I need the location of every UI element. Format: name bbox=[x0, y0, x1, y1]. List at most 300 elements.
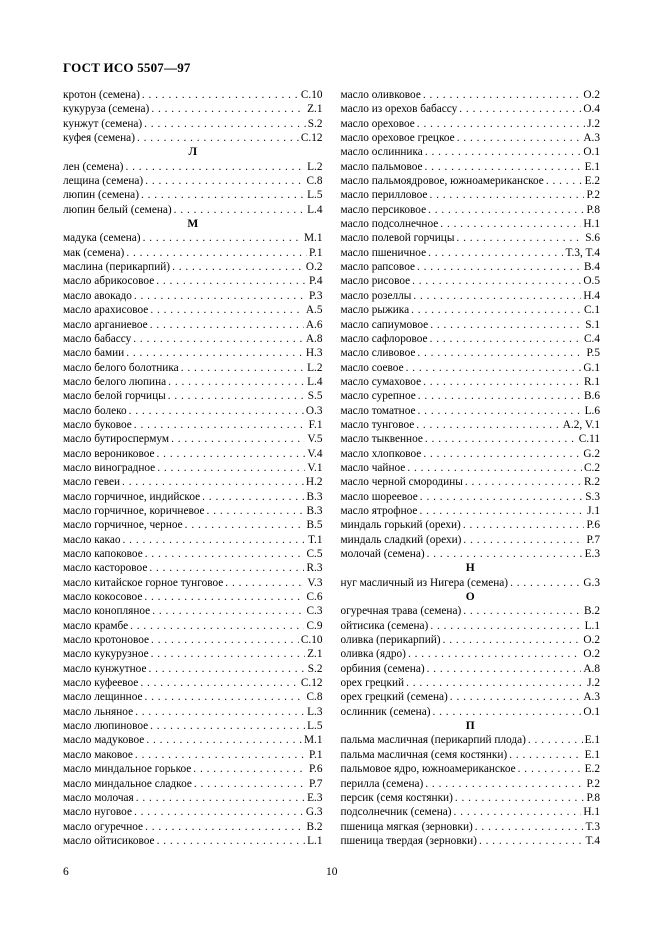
entry-term: масло конопляное bbox=[63, 605, 151, 618]
dot-leader bbox=[129, 404, 304, 418]
index-entry bbox=[341, 447, 601, 461]
entry-term: масло из орехов бабассу bbox=[340, 103, 458, 116]
index-entry bbox=[63, 633, 323, 647]
index-entry bbox=[63, 662, 323, 676]
index-entry bbox=[341, 432, 601, 446]
index-entry bbox=[341, 188, 601, 202]
index-entry bbox=[341, 676, 601, 690]
entry-code: P.4 bbox=[308, 275, 323, 288]
index-entry bbox=[341, 174, 601, 188]
dot-leader bbox=[425, 432, 577, 446]
index-entry bbox=[63, 231, 323, 245]
dot-leader bbox=[509, 748, 582, 762]
dot-leader bbox=[406, 676, 585, 690]
dot-leader bbox=[412, 274, 581, 288]
dot-leader bbox=[454, 805, 582, 819]
section-letter: М bbox=[187, 218, 199, 231]
index-entry bbox=[341, 160, 601, 174]
entry-term: масло мадуковое bbox=[63, 734, 145, 747]
entry-term: масло сумаховое bbox=[340, 375, 422, 388]
index-entry bbox=[63, 576, 323, 590]
entry-code: H.1 bbox=[583, 218, 600, 231]
dot-leader bbox=[419, 504, 585, 518]
index-entry bbox=[341, 332, 601, 346]
entry-code: B.4 bbox=[583, 261, 600, 274]
index-entry bbox=[341, 820, 601, 834]
entry-code: P.8 bbox=[586, 791, 600, 804]
entry-code: P.2 bbox=[586, 777, 600, 790]
entry-term: масло арахисовое bbox=[63, 304, 149, 317]
entry-code: C.6 bbox=[306, 591, 323, 604]
dot-leader bbox=[148, 662, 305, 676]
dot-leader bbox=[142, 88, 299, 102]
index-entry bbox=[63, 820, 323, 834]
index-entry bbox=[63, 518, 323, 532]
entry-term: масло горчичное, индийское bbox=[63, 490, 201, 503]
entry-term: масло розеллы bbox=[340, 289, 412, 302]
entry-code: M.1 bbox=[303, 232, 323, 245]
entry-code: O.2 bbox=[583, 634, 600, 647]
dot-leader bbox=[157, 447, 306, 461]
entry-term: масло лещинное bbox=[63, 691, 143, 704]
entry-term: миндаль сладкий (орехи) bbox=[340, 533, 462, 546]
entry-term: масло огуречное bbox=[63, 820, 144, 833]
index-entry bbox=[341, 217, 601, 231]
entry-code: B.2 bbox=[306, 820, 323, 833]
index-entry bbox=[63, 475, 323, 489]
entry-term: ойтисика (семена) bbox=[340, 619, 429, 632]
dot-leader bbox=[450, 690, 582, 704]
entry-term: масло касторовое bbox=[63, 562, 148, 575]
entry-term: масло миндальное сладкое bbox=[63, 777, 192, 790]
entry-term: масло белой горчицы bbox=[63, 390, 166, 403]
entry-term: масло арганиевое bbox=[63, 318, 148, 331]
entry-code: L.4 bbox=[307, 375, 323, 388]
entry-term: пальма масличная (перикарпий плода) bbox=[340, 734, 526, 747]
dot-leader bbox=[172, 260, 304, 274]
dot-leader bbox=[145, 547, 305, 561]
dot-leader bbox=[134, 805, 304, 819]
entry-code: L.1 bbox=[584, 619, 600, 632]
dot-leader bbox=[126, 346, 304, 360]
section-letter: О bbox=[465, 591, 475, 604]
entry-code: A.5 bbox=[305, 304, 323, 317]
entry-term: куфея (семена) bbox=[63, 132, 135, 145]
entry-code: S.2 bbox=[307, 662, 323, 675]
entry-code: A.8 bbox=[305, 332, 323, 345]
dot-leader bbox=[144, 590, 304, 604]
entry-code: C.1 bbox=[583, 304, 600, 317]
index-entry bbox=[341, 231, 601, 245]
index-entry bbox=[63, 88, 323, 102]
index-entry bbox=[341, 504, 601, 518]
index-entry bbox=[341, 289, 601, 303]
entry-term: масло ореховое bbox=[340, 117, 415, 130]
dot-leader bbox=[427, 662, 582, 676]
index-entry bbox=[63, 561, 323, 575]
dot-leader bbox=[479, 834, 584, 848]
entry-term: маслина (перикарпий) bbox=[63, 261, 171, 274]
entry-term: масло виноградное bbox=[63, 461, 156, 474]
dot-leader bbox=[133, 332, 304, 346]
entry-term: масло гевеи bbox=[63, 476, 121, 489]
entry-code: O.4 bbox=[583, 103, 600, 116]
entry-code: A.8 bbox=[583, 662, 600, 675]
entry-code: L.2 bbox=[307, 361, 323, 374]
entry-term: масло нуговое bbox=[63, 806, 132, 819]
entry-code: B.5 bbox=[306, 519, 323, 532]
entry-term: масло подсолнечное bbox=[340, 218, 439, 231]
entry-term: масло персиковое bbox=[340, 203, 427, 216]
index-entry bbox=[341, 102, 601, 116]
entry-term: орех грецкий bbox=[340, 677, 405, 690]
entry-code: O.2 bbox=[583, 89, 600, 101]
dot-leader bbox=[463, 533, 584, 547]
dot-leader bbox=[140, 676, 299, 690]
entry-code: B.3 bbox=[306, 504, 323, 517]
entry-term: пшеница мягкая (зерновки) bbox=[340, 820, 473, 833]
index-entry bbox=[63, 432, 323, 446]
index-entry bbox=[63, 533, 323, 547]
dot-leader bbox=[151, 633, 299, 647]
dot-leader bbox=[135, 705, 305, 719]
entry-term: масло черной смородины bbox=[340, 476, 463, 489]
index-entry bbox=[341, 547, 601, 561]
index-entry bbox=[341, 791, 601, 805]
entry-term: пальмовое ядро, южноамериканское bbox=[340, 763, 516, 776]
entry-code: A.3 bbox=[583, 691, 600, 704]
dot-leader bbox=[168, 375, 305, 389]
entry-term: орбиния (семена) bbox=[340, 662, 425, 675]
index-entry bbox=[63, 404, 323, 418]
index-entry bbox=[63, 389, 323, 403]
entry-code: O.3 bbox=[305, 404, 323, 417]
entry-term: масло верониковое bbox=[63, 447, 155, 460]
dot-leader bbox=[423, 375, 582, 389]
entry-code: T.4 bbox=[585, 834, 600, 847]
dot-leader bbox=[150, 318, 304, 332]
entry-code: G.1 bbox=[583, 361, 600, 374]
index-entry bbox=[341, 533, 601, 547]
entry-code: S.6 bbox=[585, 232, 600, 245]
entry-term: масло оливковое bbox=[340, 89, 421, 101]
index-entry bbox=[341, 633, 601, 647]
index-entry bbox=[63, 676, 323, 690]
entry-code: C.5 bbox=[306, 548, 323, 560]
entry-term: масло тунговое bbox=[340, 418, 415, 431]
entry-term: кукуруза (семена) bbox=[63, 103, 150, 116]
index-entry bbox=[63, 418, 323, 432]
dot-leader bbox=[463, 518, 585, 532]
dot-leader bbox=[181, 361, 305, 375]
index-entry bbox=[63, 375, 323, 389]
entry-term: масло сливовое bbox=[340, 347, 416, 360]
dot-leader bbox=[137, 131, 299, 145]
dot-leader bbox=[151, 647, 306, 661]
entry-code: G.3 bbox=[305, 806, 323, 819]
index-entry bbox=[341, 260, 601, 274]
dot-leader bbox=[459, 102, 581, 116]
dot-leader bbox=[546, 174, 583, 188]
entry-code: C.2 bbox=[583, 461, 600, 474]
dot-leader bbox=[413, 289, 581, 303]
entry-term: масло куфеевое bbox=[63, 677, 139, 690]
index-entry bbox=[63, 461, 323, 475]
entry-term: пальма масличная (семя костянки) bbox=[340, 748, 508, 761]
index-entry bbox=[63, 131, 323, 145]
index-entry bbox=[63, 690, 323, 704]
entry-code: V.5 bbox=[307, 433, 323, 446]
index-entry bbox=[63, 260, 323, 274]
dot-leader bbox=[463, 604, 582, 618]
dot-leader bbox=[144, 117, 306, 131]
index-entry bbox=[341, 131, 601, 145]
index-entry bbox=[63, 274, 323, 288]
index-entry bbox=[341, 361, 601, 375]
entry-code: E.1 bbox=[584, 160, 600, 173]
index-entry bbox=[63, 547, 323, 561]
entry-code: A.2, V.1 bbox=[562, 418, 600, 431]
dot-leader bbox=[152, 604, 304, 618]
entry-code: C.9 bbox=[306, 619, 323, 632]
entry-term: масло сурепное bbox=[340, 390, 416, 403]
index-entry bbox=[63, 647, 323, 661]
entry-code: E.1 bbox=[584, 734, 600, 747]
dot-leader bbox=[456, 231, 583, 245]
dot-leader bbox=[146, 733, 302, 747]
index-entry bbox=[63, 246, 323, 260]
page-footer bbox=[0, 866, 661, 882]
entry-term: масло ослинника bbox=[340, 146, 423, 159]
dot-leader bbox=[430, 318, 583, 332]
entry-term: масло бабассу bbox=[63, 332, 132, 345]
entry-code: O.1 bbox=[583, 146, 600, 159]
entry-code: H.4 bbox=[583, 289, 600, 302]
index-entry bbox=[341, 662, 601, 676]
entry-term: лещина (семена) bbox=[63, 175, 144, 188]
entry-code: R.3 bbox=[306, 562, 323, 575]
entry-code: A.3 bbox=[583, 132, 600, 145]
entry-code: L.1 bbox=[307, 834, 323, 847]
entry-term: масло пальмоядровое, южноамериканское bbox=[340, 175, 544, 188]
entry-term: нуг масличный из Нигера (семена) bbox=[340, 576, 509, 589]
dot-leader bbox=[141, 188, 305, 202]
entry-term: подсолнечник (семена) bbox=[340, 806, 452, 819]
dot-leader bbox=[423, 88, 582, 102]
entry-code: J.1 bbox=[587, 504, 600, 517]
entry-code: E.3 bbox=[584, 548, 600, 560]
dot-leader bbox=[427, 547, 583, 561]
entry-term: масло рисовое bbox=[340, 275, 411, 288]
doc-title: ГОСТ ИСО 5507—97 bbox=[63, 60, 191, 75]
index-entry bbox=[341, 834, 601, 848]
dot-leader bbox=[425, 777, 584, 791]
dot-leader bbox=[151, 102, 305, 116]
dot-leader bbox=[145, 174, 304, 188]
index-entry bbox=[341, 88, 601, 102]
entry-term: масло перилловое bbox=[340, 189, 428, 202]
entry-term: масло белого болотника bbox=[63, 361, 179, 374]
entry-term: масло миндальное горькое bbox=[63, 763, 192, 776]
entry-term: мадука (семена) bbox=[63, 232, 141, 245]
dot-leader bbox=[425, 145, 582, 159]
index-entry bbox=[63, 318, 323, 332]
dot-leader bbox=[145, 820, 304, 834]
dot-leader bbox=[418, 389, 582, 403]
entry-code: L.2 bbox=[307, 160, 323, 173]
index-entry bbox=[341, 805, 601, 819]
index-entry bbox=[341, 576, 601, 590]
dot-leader bbox=[423, 447, 581, 461]
entry-term: масло ойтисиковое bbox=[63, 834, 155, 847]
entry-code: P.6 bbox=[586, 519, 600, 532]
entry-code: E.3 bbox=[307, 791, 323, 804]
page-number-center: 10 bbox=[326, 866, 338, 878]
entry-code: C.11 bbox=[578, 433, 600, 446]
index-entry bbox=[341, 475, 601, 489]
entry-term: масло буковое bbox=[63, 418, 132, 431]
index-entry bbox=[63, 117, 323, 131]
entry-term: масло шореевое bbox=[340, 490, 418, 503]
index-entry bbox=[63, 361, 323, 375]
entry-code: O.1 bbox=[583, 705, 600, 718]
entry-term: масло льняное bbox=[63, 705, 134, 718]
index-entry bbox=[341, 318, 601, 332]
entry-code: P.7 bbox=[586, 533, 600, 546]
entry-term: перилла (семена) bbox=[340, 777, 424, 790]
dot-leader bbox=[475, 820, 584, 834]
entry-term: масло горчичное, коричневое bbox=[63, 504, 205, 517]
dot-leader bbox=[135, 748, 307, 762]
dot-leader bbox=[443, 633, 582, 647]
entry-term: масло авокадо bbox=[63, 289, 132, 302]
entry-code: C.12 bbox=[300, 677, 323, 690]
index-entry bbox=[341, 404, 601, 418]
entry-code: C.3 bbox=[306, 605, 323, 618]
entry-code: A.6 bbox=[305, 318, 323, 331]
index-entry bbox=[341, 604, 601, 618]
index-entry bbox=[341, 303, 601, 317]
entry-code: C.4 bbox=[583, 332, 600, 345]
entry-code: Z.1 bbox=[307, 648, 323, 661]
entry-code: C.12 bbox=[300, 132, 323, 145]
index-entry bbox=[341, 705, 601, 719]
index-entry bbox=[63, 733, 323, 747]
index-column-right bbox=[341, 88, 601, 848]
entry-term: масло рапсовое bbox=[340, 261, 415, 274]
entry-term: кротон (семена) bbox=[63, 89, 140, 101]
dot-leader bbox=[150, 303, 304, 317]
dot-leader bbox=[411, 303, 582, 317]
dot-leader bbox=[149, 561, 304, 575]
entry-code: P.6 bbox=[308, 763, 323, 776]
index-entry bbox=[341, 762, 601, 776]
index-entry bbox=[341, 274, 601, 288]
index-columns bbox=[63, 88, 600, 848]
dot-leader bbox=[123, 533, 306, 547]
dot-leader bbox=[125, 160, 305, 174]
entry-code: P.5 bbox=[586, 347, 600, 360]
dot-leader bbox=[136, 791, 305, 805]
dot-leader bbox=[143, 231, 302, 245]
section-letter: Н bbox=[465, 562, 475, 575]
entry-code: Z.1 bbox=[307, 103, 323, 116]
index-entry bbox=[63, 791, 323, 805]
entry-code: C.8 bbox=[306, 175, 323, 188]
dot-leader bbox=[150, 719, 305, 733]
dot-leader bbox=[157, 834, 306, 848]
entry-code: B.2 bbox=[583, 605, 600, 618]
entry-term: люпин белый (семена) bbox=[63, 203, 172, 216]
dot-leader bbox=[416, 418, 561, 432]
dot-leader bbox=[510, 576, 581, 590]
index-entry bbox=[63, 490, 323, 504]
index-entry bbox=[63, 447, 323, 461]
index-column-left bbox=[63, 88, 323, 848]
index-entry bbox=[341, 389, 601, 403]
entry-term: масло молочая bbox=[63, 791, 134, 804]
dot-leader bbox=[194, 777, 307, 791]
entry-code: V.3 bbox=[307, 576, 323, 589]
dot-leader bbox=[430, 619, 582, 633]
entry-term: масло хлопковое bbox=[340, 447, 422, 460]
entry-code: O.5 bbox=[583, 275, 600, 288]
index-entry bbox=[63, 346, 323, 360]
entry-code: E.1 bbox=[584, 748, 600, 761]
entry-term: молочай (семена) bbox=[340, 548, 425, 560]
dot-leader bbox=[122, 475, 304, 489]
entry-term: масло кротоновое bbox=[63, 634, 150, 647]
entry-term: масло рыжика bbox=[340, 304, 410, 317]
entry-term: оливка (перикарпий) bbox=[340, 634, 441, 647]
entry-code: S.2 bbox=[307, 117, 323, 130]
index-entry bbox=[63, 805, 323, 819]
entry-code: V.1 bbox=[307, 461, 323, 474]
entry-term: масло полевой горчицы bbox=[340, 232, 455, 245]
index-entry bbox=[63, 303, 323, 317]
index-entry bbox=[63, 719, 323, 733]
entry-code: G.2 bbox=[583, 447, 600, 460]
dot-leader bbox=[528, 733, 583, 747]
entry-term: масло болеко bbox=[63, 404, 127, 417]
entry-code: S.3 bbox=[585, 490, 600, 503]
index-entry bbox=[341, 145, 601, 159]
index-entry bbox=[63, 203, 323, 217]
index-entry bbox=[341, 346, 601, 360]
entry-code: T.1 bbox=[307, 533, 323, 546]
index-entry bbox=[63, 762, 323, 776]
index-entry bbox=[63, 619, 323, 633]
index-entry bbox=[341, 733, 601, 747]
entry-term: масло кукурузное bbox=[63, 648, 149, 661]
dot-leader bbox=[430, 332, 582, 346]
dot-leader bbox=[465, 475, 582, 489]
entry-term: масло ятрофное bbox=[340, 504, 418, 517]
index-entry bbox=[63, 102, 323, 116]
entry-code: E.2 bbox=[584, 175, 600, 188]
index-entry bbox=[63, 777, 323, 791]
entry-term: масло белого люпина bbox=[63, 375, 167, 388]
entry-term: масло бутироспермум bbox=[63, 433, 170, 446]
entry-code: R.1 bbox=[583, 375, 600, 388]
entry-code: C.10 bbox=[300, 89, 323, 101]
dot-leader bbox=[417, 117, 585, 131]
entry-code: L.3 bbox=[307, 705, 323, 718]
entry-code: B.3 bbox=[306, 490, 323, 503]
index-entry bbox=[341, 461, 601, 475]
entry-code: L.5 bbox=[307, 720, 323, 733]
index-entry bbox=[341, 690, 601, 704]
